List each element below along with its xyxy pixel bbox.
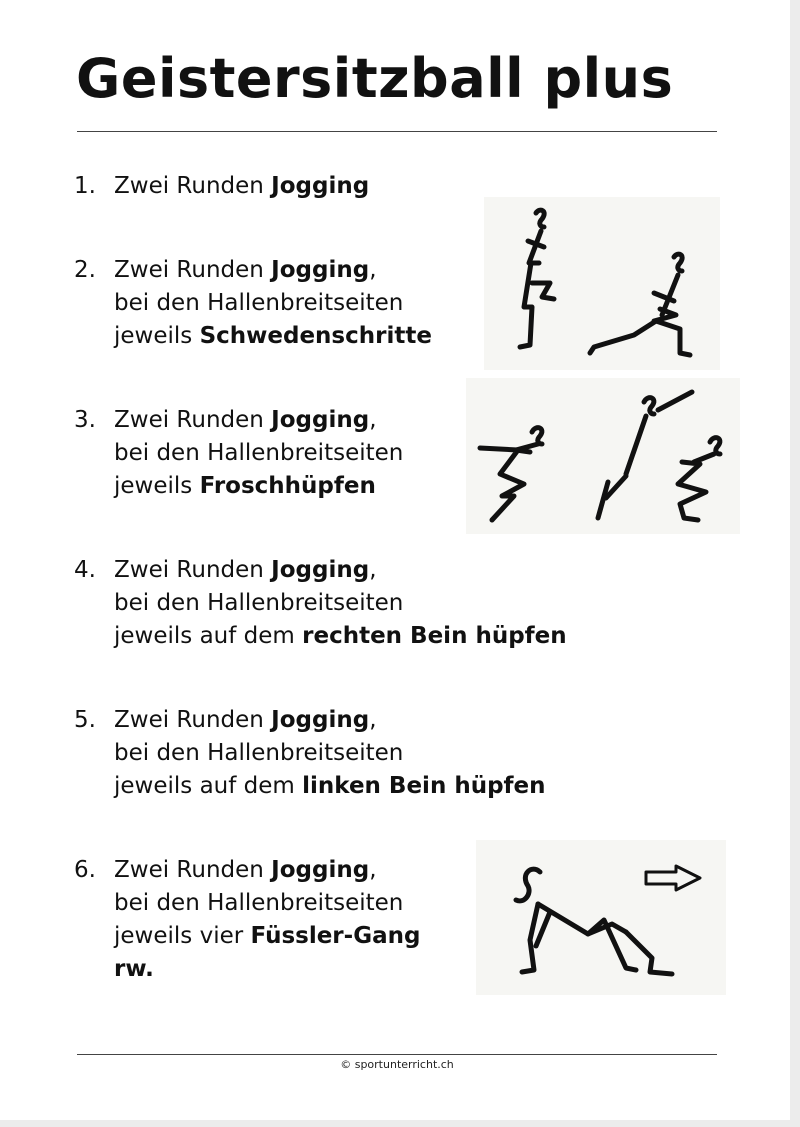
item-text: jeweils vier: [114, 923, 251, 949]
item-line: [114, 854, 420, 887]
item-line: [114, 170, 369, 203]
item-line: [114, 320, 432, 353]
item-line: [114, 737, 546, 770]
exercise-item-3: [74, 404, 403, 503]
bold-keyword: Jogging: [271, 857, 370, 883]
item-text: jeweils: [114, 323, 200, 349]
item-number: 5.: [74, 707, 96, 733]
item-text: ,: [369, 257, 377, 283]
bold-keyword: Froschhüpfen: [199, 473, 376, 499]
bold-keyword: Jogging: [271, 707, 370, 733]
exercise-item-1: [74, 170, 369, 203]
item-text: Zwei Runden: [114, 857, 272, 883]
item-line: [114, 587, 567, 620]
item-text: jeweils auf dem: [114, 773, 303, 799]
page-title: Geistersitzball plus: [76, 47, 674, 110]
stick-figure-crab-walk-icon: [476, 840, 726, 995]
bold-keyword: rechten Bein hüpfen: [302, 623, 567, 649]
item-line: [114, 620, 567, 653]
item-text: bei den Hallenbreitseiten: [114, 590, 404, 616]
item-text: jeweils: [114, 473, 200, 499]
exercise-item-5: [74, 704, 546, 803]
item-line: [114, 953, 420, 986]
item-text: bei den Hallenbreitseiten: [114, 890, 404, 916]
item-number: 4.: [74, 557, 96, 583]
item-text: Zwei Runden: [114, 557, 272, 583]
item-line: [114, 287, 432, 320]
exercise-item-4: [74, 554, 567, 653]
item-text: bei den Hallenbreitseiten: [114, 740, 404, 766]
item-text: Zwei Runden: [114, 257, 272, 283]
item-text: Zwei Runden: [114, 173, 272, 199]
item-number: 6.: [74, 857, 96, 883]
bold-keyword: Jogging: [271, 557, 370, 583]
item-line: [114, 554, 567, 587]
fuessler-gang-illustration: [476, 840, 726, 995]
stick-figure-frog-jump-icon: [466, 378, 740, 534]
item-line: [114, 470, 403, 503]
item-number: 1.: [74, 173, 96, 199]
item-text: Zwei Runden: [114, 407, 272, 433]
item-text: ,: [369, 857, 377, 883]
item-text: jeweils auf dem: [114, 623, 303, 649]
item-text: ,: [369, 557, 377, 583]
bold-keyword: Schwedenschritte: [199, 323, 432, 349]
footer-copyright: © sportunterricht.ch: [340, 1058, 454, 1071]
bold-keyword: linken Bein hüpfen: [302, 773, 546, 799]
item-line: [114, 704, 546, 737]
item-line: [114, 920, 420, 953]
bold-keyword: rw.: [114, 956, 154, 982]
item-text: bei den Hallenbreitseiten: [114, 440, 404, 466]
item-number: 2.: [74, 257, 96, 283]
title-divider: [77, 131, 717, 132]
item-text: bei den Hallenbreitseiten: [114, 290, 404, 316]
item-number: 3.: [74, 407, 96, 433]
item-text: ,: [369, 707, 377, 733]
froschhuepfen-illustration: [466, 378, 740, 534]
item-line: [114, 437, 403, 470]
schwedenschritte-illustration: [484, 197, 720, 370]
item-line: [114, 770, 546, 803]
exercise-item-6: [74, 854, 420, 986]
bold-keyword: Füssler-Gang: [250, 923, 421, 949]
item-text: ,: [369, 407, 377, 433]
item-line: [114, 404, 403, 437]
footer-divider: [77, 1054, 717, 1055]
bold-keyword: Jogging: [271, 407, 370, 433]
bold-keyword: Jogging: [271, 173, 370, 199]
item-text: Zwei Runden: [114, 707, 272, 733]
item-line: [114, 887, 420, 920]
bold-keyword: Jogging: [271, 257, 370, 283]
stick-figure-lunge-icon: [484, 197, 720, 370]
exercise-item-2: [74, 254, 432, 353]
item-line: [114, 254, 432, 287]
